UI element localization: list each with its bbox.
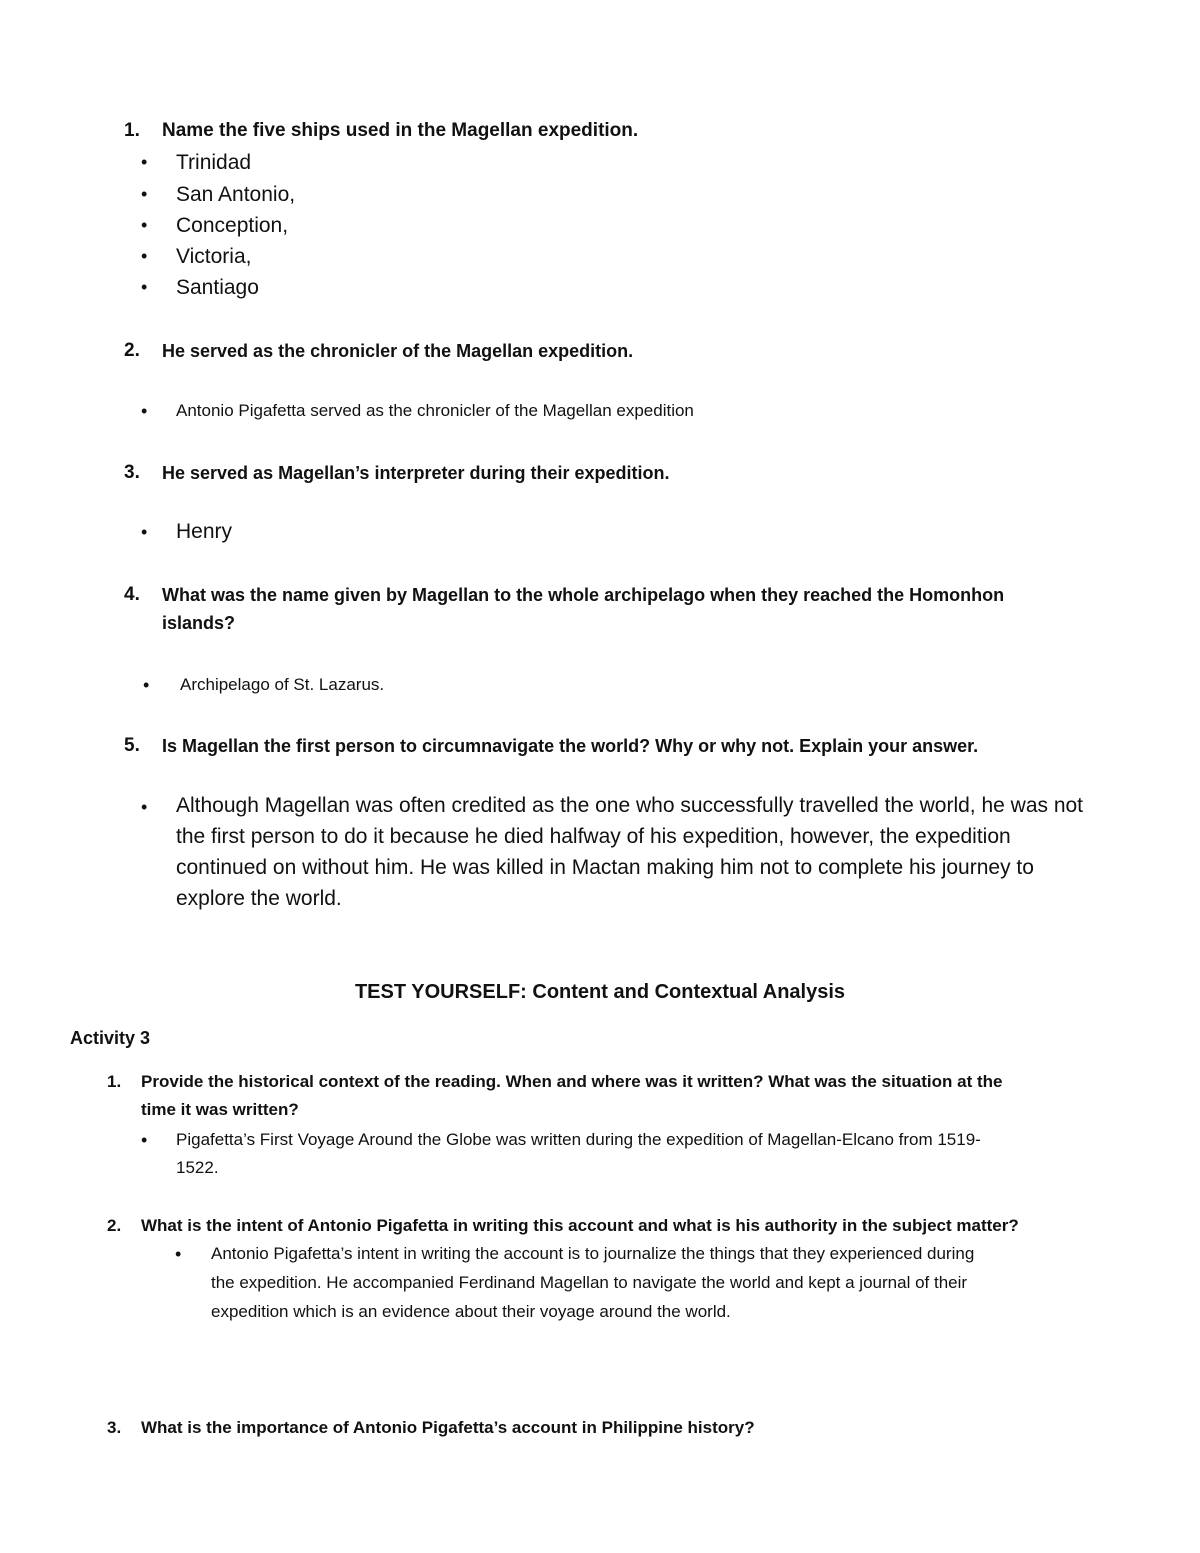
p2-q2-answer-line2: the expedition. He accompanied Ferdinand Magellan to navigate the world and kept a journal of their (211, 1273, 968, 1292)
p2-q2-answer-line1: Antonio Pigafetta’s intent in writing the account is to journalize the things that they experienced during (211, 1244, 975, 1263)
p2-q1-number: 1. (107, 1072, 122, 1091)
p2-q1-answer-line2: 1522. (176, 1158, 219, 1177)
q1-answer-4: Victoria, (176, 245, 252, 268)
q4-answer: Archipelago of St. Lazarus. (180, 675, 385, 694)
bullet-icon: • (141, 184, 148, 204)
p2-q3-number: 3. (107, 1418, 122, 1437)
q3-number: 3. (124, 462, 140, 483)
q3-question: He served as Magellan’s interpreter during their expedition. (162, 463, 670, 483)
p2-q2-number: 2. (107, 1216, 122, 1235)
p2-q1-question-line1: Provide the historical context of the reading. When and where was it written? What was the situation at the (141, 1072, 1003, 1091)
p2-q1-question-line2: time it was written? (141, 1100, 299, 1119)
bullet-icon: • (141, 401, 148, 421)
q5-question: Is Magellan the first person to circumnavigate the world? Why or why not. Explain your answer. (162, 736, 979, 756)
q1-answer-3: Conception, (176, 214, 289, 237)
activity-label: Activity 3 (70, 1028, 151, 1048)
q4-question-line2: islands? (162, 613, 236, 633)
q5-answer-line1: Although Magellan was often credited as the one who successfully travelled the world, he was not (176, 794, 1084, 817)
bullet-icon: • (141, 522, 148, 542)
bullet-icon: • (141, 1130, 148, 1150)
q2-answer: Antonio Pigafetta served as the chronicler of the Magellan expedition (176, 401, 694, 420)
q5-answer-line3: continued on without him. He was killed in Mactan making him not to complete his journey to (176, 856, 1034, 879)
p2-q3-question: What is the importance of Antonio Pigafetta’s account in Philippine history? (141, 1418, 755, 1437)
q2-number: 2. (124, 340, 140, 361)
q1-question: Name the five ships used in the Magellan expedition. (162, 120, 639, 141)
bullet-icon: • (141, 277, 148, 297)
bullet-icon: • (143, 675, 150, 695)
q5-answer-line4: explore the world. (176, 887, 342, 910)
p2-q2-question: What is the intent of Antonio Pigafetta in writing this account and what is his authority in the subject matter? (141, 1216, 1019, 1235)
p2-q2-answer-line3: expedition which is an evidence about their voyage around the world. (211, 1302, 731, 1321)
q2-question: He served as the chronicler of the Magellan expedition. (162, 341, 634, 361)
q5-answer-line2: the first person to do it because he died halfway of his expedition, however, the expedition (176, 825, 1011, 848)
section-title: TEST YOURSELF: Content and Contextual Analysis (354, 981, 846, 1003)
bullet-icon: • (141, 152, 148, 172)
p2-q1-answer-line1: Pigafetta’s First Voyage Around the Globe was written during the expedition of Magellan-Elcano from 1519- (176, 1130, 981, 1149)
q1-answer-1: Trinidad (176, 151, 252, 174)
q1-number: 1. (124, 120, 140, 141)
q1-answer-5: Santiago (176, 276, 259, 299)
bullet-icon: • (141, 797, 148, 817)
q5-number: 5. (124, 735, 140, 756)
q4-number: 4. (124, 584, 140, 605)
q1-answer-2: San Antonio, (176, 183, 296, 206)
bullet-icon: • (141, 215, 148, 235)
bullet-icon: • (141, 246, 148, 266)
q3-answer: Henry (176, 520, 233, 543)
q4-question-line1: What was the name given by Magellan to the whole archipelago when they reached the Homonhon (162, 585, 1005, 605)
bullet-icon: • (175, 1244, 182, 1264)
